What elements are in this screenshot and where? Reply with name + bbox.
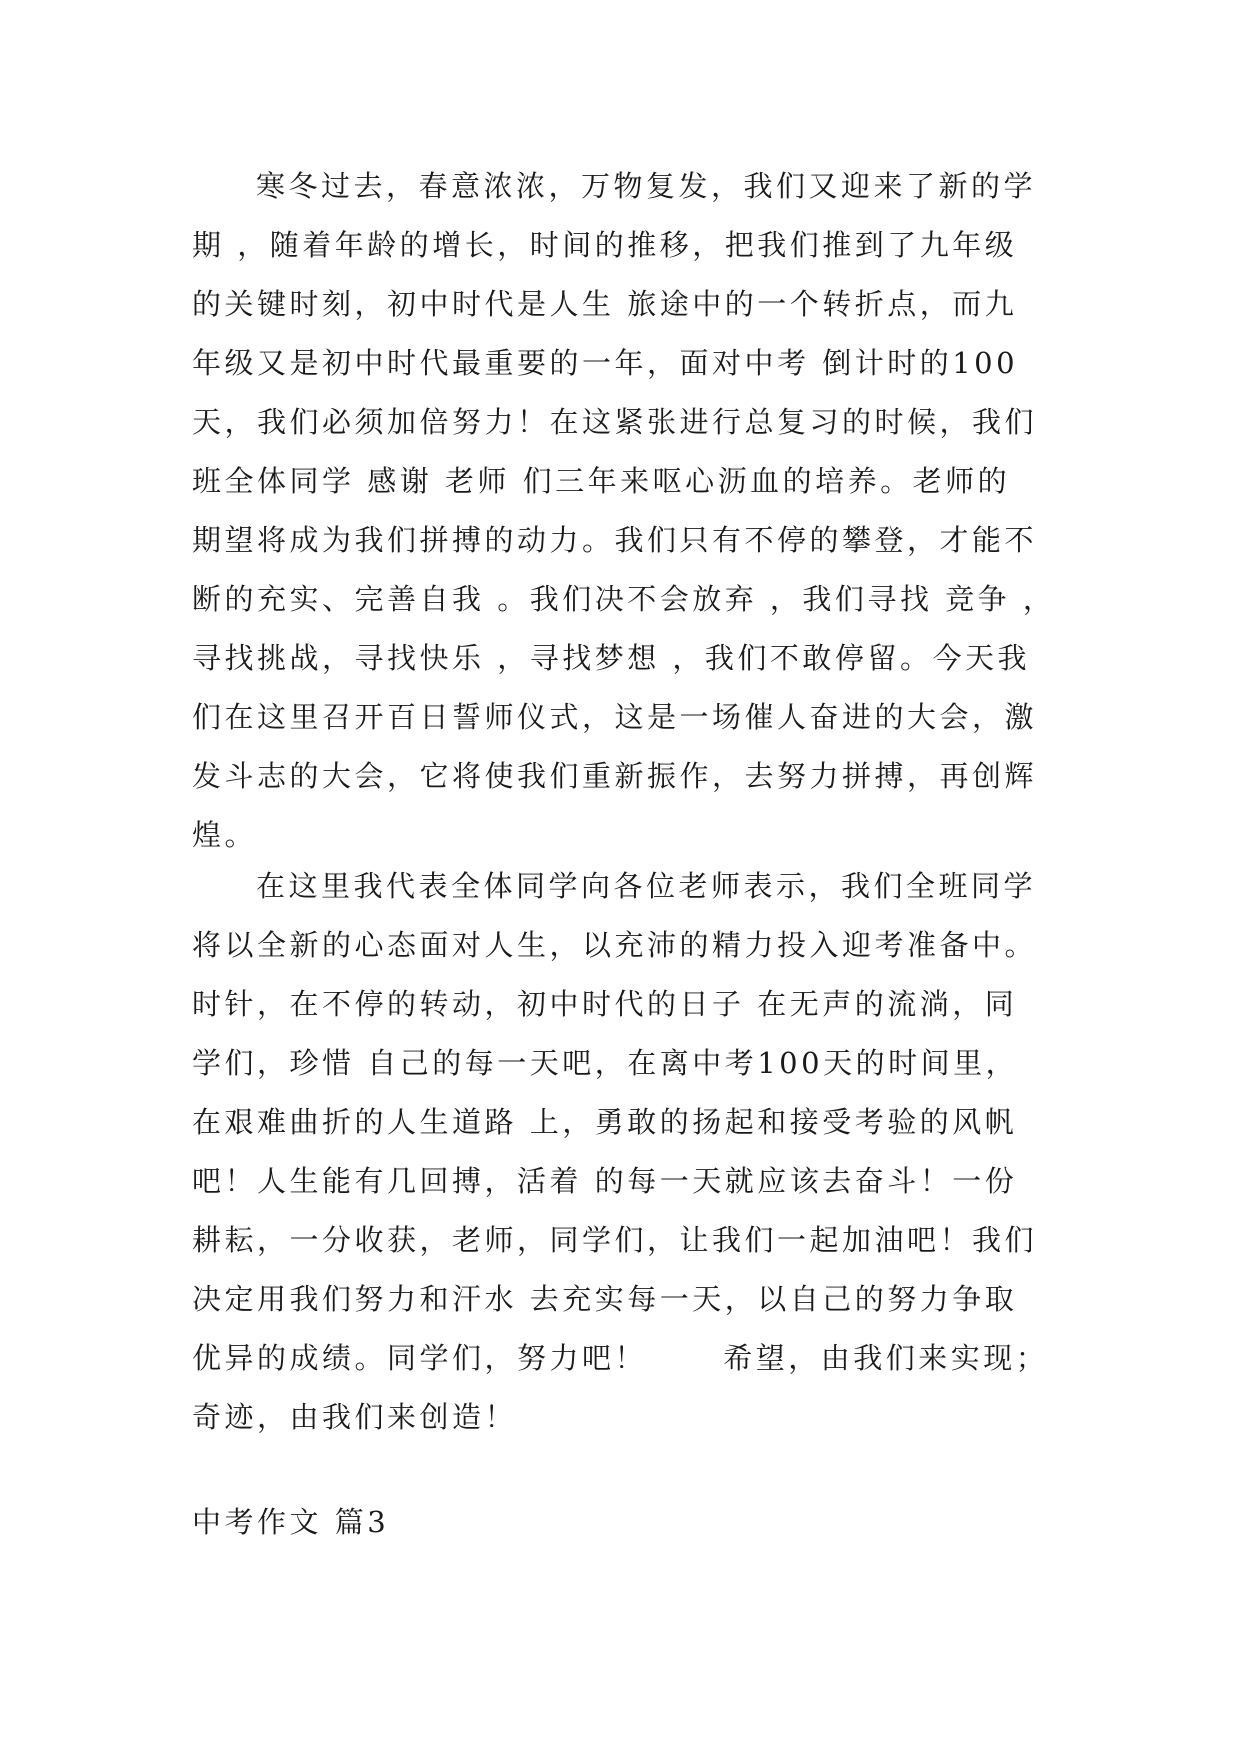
section-heading: 中考作文 篇3 [192, 1505, 390, 1539]
paragraph-line: 将以全新的心态面对人生，以充沛的精力投入迎考准备中。 [192, 928, 1038, 962]
paragraph-line: 时针，在不停的转动，初中时代的日子 在无声的流淌，同 [192, 987, 1018, 1021]
paragraph-line: 断的充实、完善自我 。我们决不会放弃 ，我们寻找 竞争 ， [192, 582, 1056, 616]
paragraph-line: 发斗志的大会，它将使我们重新振作，去努力拼搏，再创辉 [192, 759, 1038, 793]
paragraph-line: 们在这里召开百日誓师仪式，这是一场催人奋进的大会，激 [192, 700, 1038, 734]
paragraph-line: 寻找挑战，寻找快乐 ，寻找梦想 ，我们不敢停留。今天我 [192, 641, 1030, 675]
paragraph-line: 在艰难曲折的人生道路 上，勇敢的扬起和接受考验的风帆 [192, 1105, 1018, 1139]
paragraph-line: 的关键时刻，初中时代是人生 旅途中的一个转折点，而九 [192, 287, 1018, 321]
paragraph-line: 班全体同学 感谢 老师 们三年来呕心沥血的培养。老师的 [192, 464, 1011, 498]
paragraph-line: 耕耘，一分收获，老师，同学们，让我们一起加油吧！我们 [192, 1223, 1038, 1257]
paragraph-line: 年级又是初中时代最重要的一年，面对中考 倒计时的100 [192, 346, 1019, 380]
paragraph-1 [192, 157, 1072, 865]
paragraph-line: 寒冬过去，春意浓浓，万物复发，我们又迎来了新的学 [256, 169, 1037, 203]
paragraph-line: 优异的成绩。同学们，努力吧！ 希望，由我们来实现； [192, 1341, 1049, 1375]
paragraph-line: 学们，珍惜 自己的每一天吧，在离中考100天的时间里， [192, 1046, 1019, 1080]
paragraph-line: 期 ，随着年龄的增长，时间的推移，把我们推到了九年级 [192, 228, 1018, 262]
paragraph-line: 在这里我代表全体同学向各位老师表示，我们全班同学 [256, 869, 1037, 903]
paragraph-line: 煌。 [192, 818, 258, 852]
paragraph-line: 决定用我们努力和汗水 去充实每一天，以自己的努力争取 [192, 1282, 1018, 1316]
paragraph-line: 奇迹，由我们来创造！ [192, 1400, 518, 1434]
paragraph-line: 吧！人生能有几回搏，活着 的每一天就应该去奋斗！一份 [192, 1164, 1018, 1198]
paragraph-line: 期望将成为我们拼搏的动力。我们只有不停的攀登，才能不 [192, 523, 1038, 557]
paragraph-line: 天，我们必须加倍努力！在这紧张进行总复习的时候，我们 [192, 405, 1038, 439]
paragraph-2 [192, 857, 1072, 1447]
